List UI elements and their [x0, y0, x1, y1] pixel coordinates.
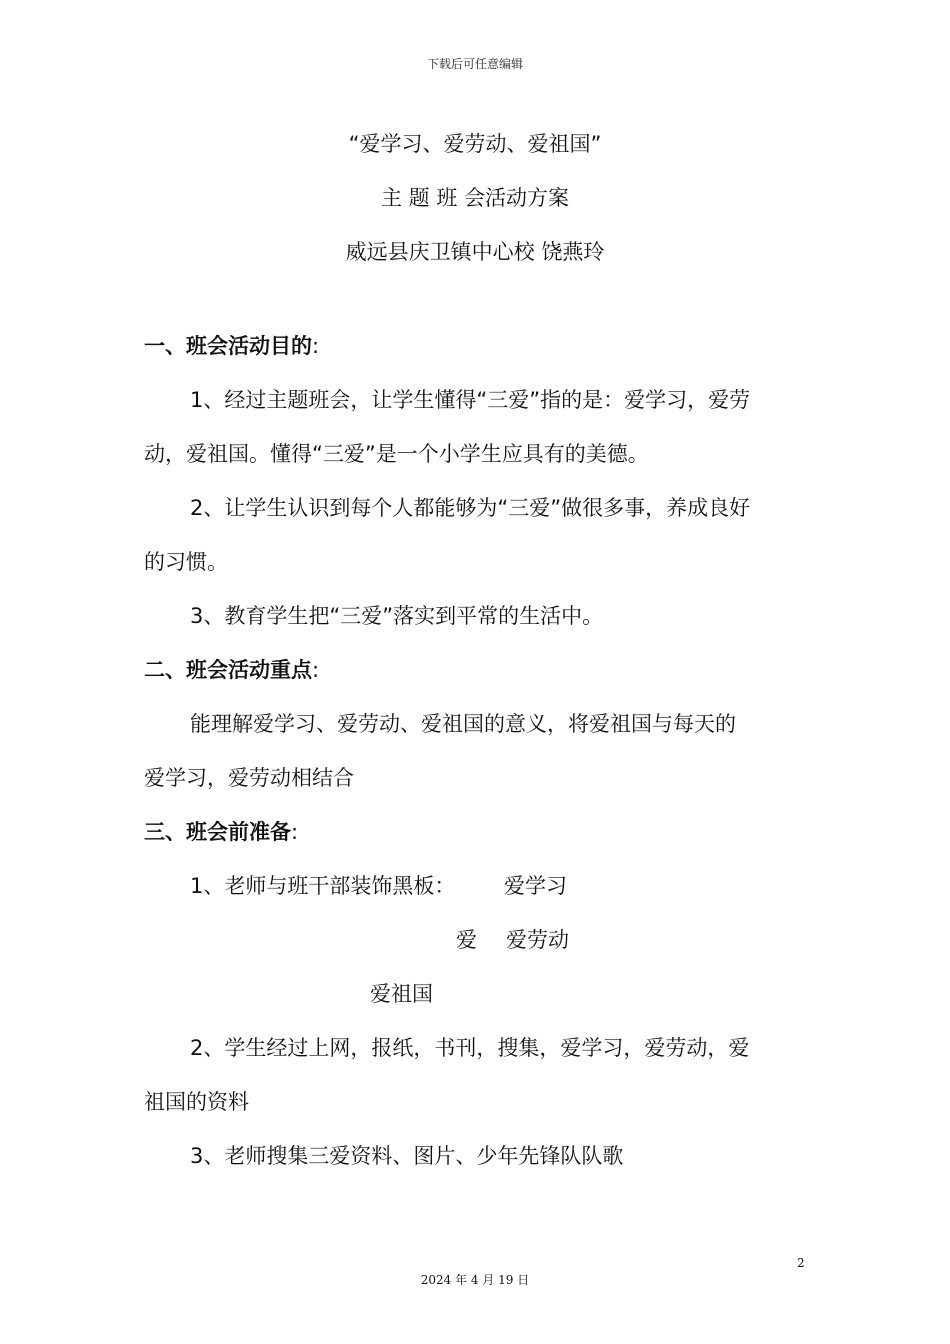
section-heading-purpose — [144, 330, 319, 360]
prep-item-1: 1、老师与班干部装饰黑板： — [190, 874, 456, 898]
board-word-love: 爱 — [456, 928, 477, 952]
focus-line-2: 爱学习，爱劳动相结合 — [144, 766, 354, 790]
footer-date: 2024 年 4 月 19 日 — [420, 1273, 530, 1287]
board-word-labor: 爱劳动 — [506, 928, 569, 952]
purpose-item-3: 3、教育学生把“三爱”落实到平常的生活中。 — [190, 604, 604, 628]
prep-item-2-line-1: 2、学生经过上网，报纸，书刊，搜集，爱学习，爱劳动，爱 — [190, 1036, 750, 1060]
title-line-1: “爱学习、爱劳动、爱祖国” — [348, 132, 602, 156]
purpose-item-2-line-1: 2、让学生认识到每个人都能够为“三爱”做很多事，养成良好 — [190, 496, 751, 520]
purpose-item-1-line-2: 动，爱祖国。懂得“三爱”是一个小学生应具有的美德。 — [144, 442, 649, 466]
section-heading-text: 二、班会活动重点 — [144, 658, 312, 682]
heading-colon: : — [291, 820, 299, 844]
section-heading-focus — [144, 654, 319, 684]
board-word-country: 爱祖国 — [370, 982, 433, 1006]
section-heading-preparation — [144, 816, 298, 846]
prep-item-3: 3、老师搜集三爱资料、图片、少年先锋队队歌 — [190, 1144, 624, 1168]
purpose-item-2-line-2: 的习惯。 — [144, 550, 228, 574]
section-heading-text: 一、班会活动目的 — [144, 334, 312, 358]
section-heading-text: 三、班会前准备 — [144, 820, 291, 844]
page-number: 2 — [797, 1256, 805, 1270]
title-line-2: 主 题 班 会活动方案 — [380, 186, 570, 210]
board-word-study: 爱学习 — [504, 874, 567, 898]
author-line: 威远县庆卫镇中心校 饶燕玲 — [345, 240, 605, 264]
heading-colon: : — [312, 334, 320, 358]
focus-line-1: 能理解爱学习、爱劳动、爱祖国的意义，将爱祖国与每天的 — [190, 712, 736, 736]
heading-colon: : — [312, 658, 320, 682]
prep-item-2-line-2: 祖国的资料 — [144, 1090, 249, 1114]
page-header-note: 下载后可任意编辑 — [426, 57, 523, 71]
purpose-item-1-line-1: 1、经过主题班会，让学生懂得“三爱”指的是：爱学习，爱劳 — [190, 388, 751, 412]
